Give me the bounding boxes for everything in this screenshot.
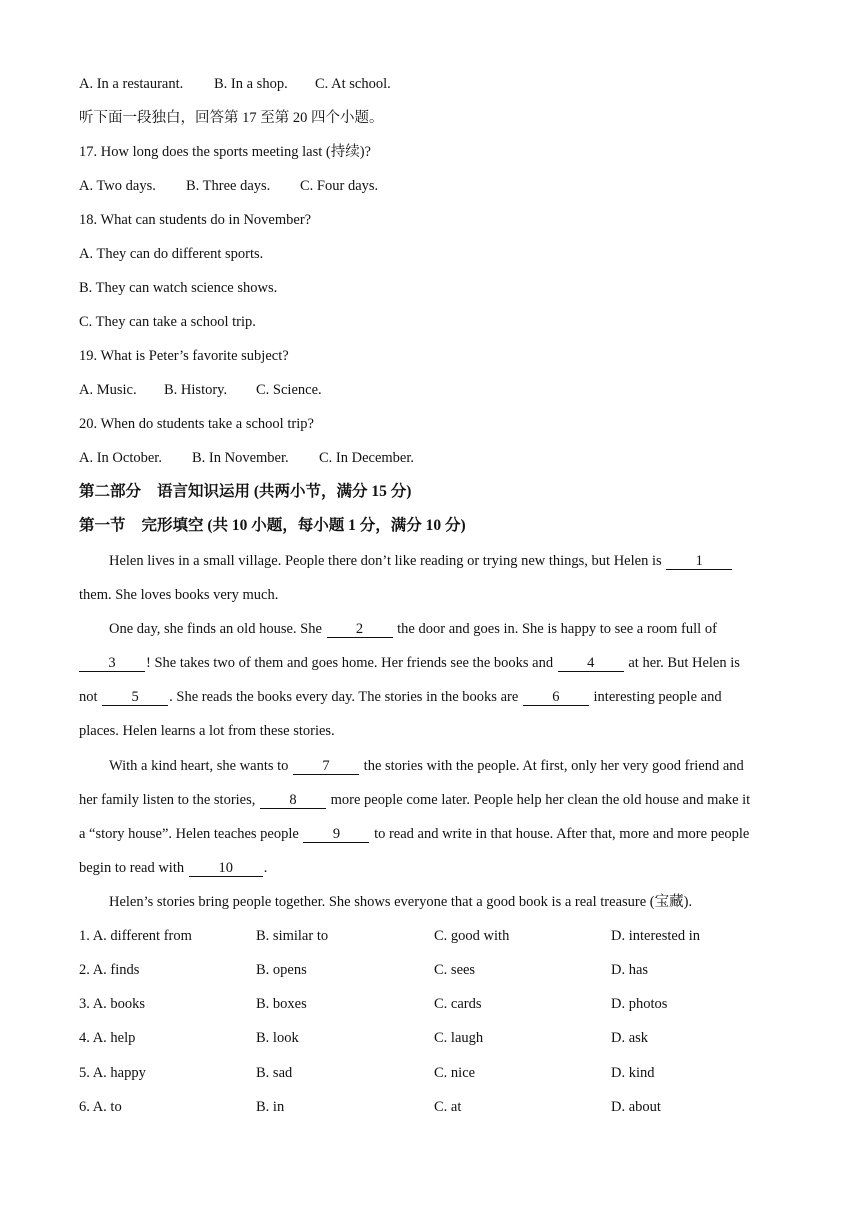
passage-text: at her. But Helen is <box>628 655 740 671</box>
monologue-instruction: 听下面一段独白，回答第 17 至第 20 四个小题。 <box>79 110 384 126</box>
q16-options <box>79 74 391 94</box>
option-b: B. sad <box>256 1065 293 1081</box>
q19-option-b: B. History. <box>164 382 228 398</box>
option-a: 3. A. books <box>79 996 146 1012</box>
option-c: C. cards <box>434 996 482 1012</box>
blank-3: 3 <box>79 655 145 672</box>
option-c: C. nice <box>434 1065 476 1081</box>
option-b: B. look <box>256 1030 299 1046</box>
q19-options <box>79 380 322 400</box>
blank-6: 6 <box>523 689 589 706</box>
passage-text: to read and write in that house. After that, more and more people <box>374 826 750 842</box>
passage-text: not <box>79 689 98 705</box>
q20-options <box>79 448 414 468</box>
passage-text: Helen lives in a small village. People there don’t like reading or trying new things, but Helen is <box>109 553 662 569</box>
passage-line: them. She loves books very much. <box>79 587 279 603</box>
passage-line <box>79 824 749 844</box>
blank-7: 7 <box>293 758 359 775</box>
passage-text: the door and goes in. She is happy to see a room full of <box>397 621 717 637</box>
q18-option-a: A. They can do different sports. <box>79 246 264 262</box>
question-17: 17. How long does the sports meeting last (持续)? <box>79 144 371 160</box>
option-b: B. in <box>256 1099 285 1115</box>
passage-line: places. Helen learns a lot from these stories. <box>79 723 335 739</box>
option-a: 6. A. to <box>79 1099 122 1115</box>
passage-line <box>109 619 717 639</box>
passage-text: interesting people and <box>593 689 722 705</box>
option-d: D. interested in <box>611 928 700 944</box>
option-c: C. at <box>434 1099 462 1115</box>
passage-line <box>109 756 744 776</box>
passage-text: ! She takes two of them and goes home. Her friends see the books and <box>146 655 554 671</box>
option-d: D. kind <box>611 1065 655 1081</box>
passage-line <box>79 653 740 673</box>
passage-line <box>79 687 722 707</box>
question-20: 20. When do students take a school trip? <box>79 416 314 432</box>
blank-2: 2 <box>327 621 393 638</box>
passage-text: a “story house”. Helen teaches people <box>79 826 299 842</box>
passage-text: . <box>263 860 268 876</box>
q20-option-c: C. In December. <box>319 450 415 466</box>
passage-text: the stories with the people. At first, only her very good friend and <box>363 758 744 774</box>
q20-option-a: A. In October. <box>79 450 162 466</box>
option-b: B. opens <box>256 962 307 978</box>
passage-line: Helen’s stories bring people together. She shows everyone that a good book is a real treasure (宝藏). <box>109 894 693 910</box>
option-d: D. photos <box>611 996 668 1012</box>
passage-text: her family listen to the stories, <box>79 792 256 808</box>
option-a: 2. A. finds <box>79 962 140 978</box>
q19-option-c: C. Science. <box>256 382 322 398</box>
q20-option-b: B. In November. <box>192 450 289 466</box>
option-c: C. good with <box>434 928 510 944</box>
passage-line <box>109 551 733 571</box>
q18-option-c: C. They can take a school trip. <box>79 314 256 330</box>
blank-8: 8 <box>260 792 326 809</box>
option-b: B. boxes <box>256 996 307 1012</box>
option-b: B. similar to <box>256 928 329 944</box>
q18-option-b: B. They can watch science shows. <box>79 280 278 296</box>
part2-heading-label: 第二部分 <box>79 483 142 500</box>
option-a: 4. A. help <box>79 1030 136 1046</box>
passage-text: With a kind heart, she wants to <box>109 758 289 774</box>
question-19: 19. What is Peter’s favorite subject? <box>79 348 289 364</box>
blank-4: 4 <box>558 655 624 672</box>
question-18: 18. What can students do in November? <box>79 212 312 228</box>
blank-9: 9 <box>303 826 369 843</box>
passage-text: begin to read with <box>79 860 185 876</box>
option-d: D. ask <box>611 1030 649 1046</box>
passage-text: more people come later. People help her clean the old house and make it <box>330 792 751 808</box>
q16-option-b: B. In a shop. <box>214 76 288 92</box>
passage-line <box>79 858 267 878</box>
q16-option-c: C. At school. <box>315 76 391 92</box>
q17-option-b: B. Three days. <box>186 178 271 194</box>
q17-option-a: A. Two days. <box>79 178 156 194</box>
section1-heading-title: 完形填空 (共 10 小题，每小题 1 分，满分 10 分) <box>141 517 466 534</box>
blank-5: 5 <box>102 689 168 706</box>
option-a: 5. A. happy <box>79 1065 146 1081</box>
passage-line <box>79 790 750 810</box>
option-c: C. laugh <box>434 1030 484 1046</box>
passage-text: One day, she finds an old house. She <box>109 621 322 637</box>
q17-options <box>79 176 378 196</box>
q19-option-a: A. Music. <box>79 382 137 398</box>
blank-1: 1 <box>666 553 732 570</box>
part2-heading-title: 语言知识运用 (共两小节，满分 15 分) <box>157 483 412 500</box>
blank-10: 10 <box>189 860 263 877</box>
q16-option-a: A. In a restaurant. <box>79 76 184 92</box>
option-d: D. about <box>611 1099 661 1115</box>
option-d: D. has <box>611 962 649 978</box>
section1-heading <box>79 516 466 536</box>
part2-heading <box>79 482 411 502</box>
option-c: C. sees <box>434 962 476 978</box>
section1-heading-label: 第一节 <box>79 517 126 534</box>
option-a: 1. A. different from <box>79 928 192 944</box>
q17-option-c: C. Four days. <box>300 178 379 194</box>
passage-text: . She reads the books every day. The stories in the books are <box>169 689 519 705</box>
